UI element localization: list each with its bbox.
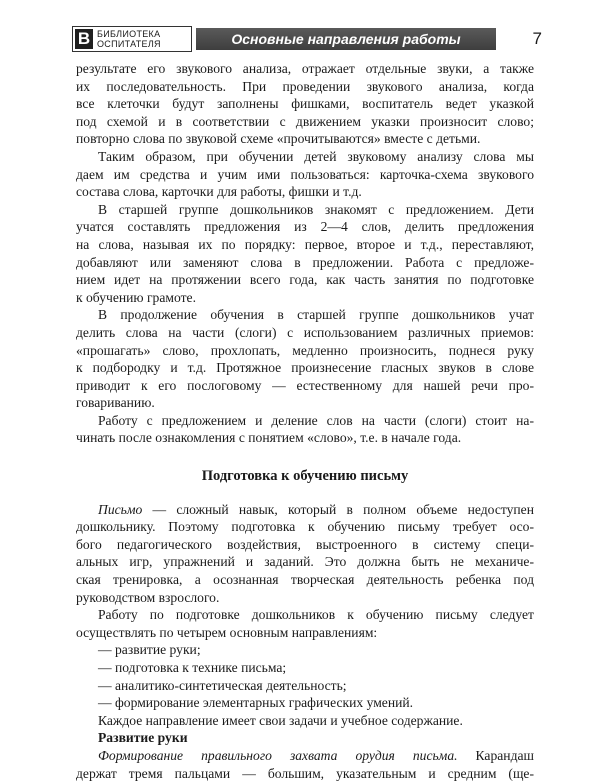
- text-span: — сложный навык, который в полном объеме недоступен: [142, 501, 534, 517]
- text-line: «прошагать» слово, прохлопать, медленно произносить, поднеся руку: [76, 342, 534, 358]
- text-line: Таким образом, при обучении детей звуковому анализу слова мы: [98, 148, 534, 164]
- text-line: на слова, называя их по порядку: первое, второе и т.д., переставляют,: [76, 236, 534, 252]
- page-header: [72, 26, 542, 54]
- text-line: под схемой и в соответствии с движением указки произносит слово;: [76, 113, 534, 129]
- italic-term: Формирование правильного захвата орудия письма.: [98, 747, 458, 763]
- list-item: — развитие руки;: [98, 642, 201, 658]
- text-line: альных игр, упражнений и заданий. Это должна быть не механиче-: [76, 554, 534, 570]
- subsection-heading: Развитие руки: [98, 730, 188, 746]
- text-line: дошкольнику. Поэтому подготовка к обучению письму требует осо-: [76, 519, 534, 535]
- text-line: добавляют или заменяют слова в предложении. Работа с предложе-: [76, 254, 534, 270]
- text-line: Работу с предложением и деление слов на части (слоги) стоит на-: [98, 412, 534, 428]
- text-line: говариванию.: [76, 395, 155, 411]
- text-line: приводит к его послоговому — естественному для нашей речи про-: [76, 377, 534, 393]
- list-item: — формирование элементарных графических умений.: [98, 695, 414, 711]
- series-name-line1: БИБЛИОТЕКА: [97, 29, 161, 39]
- section-title: Основные направления работы: [196, 28, 496, 50]
- text-line: В старшей группе дошкольников знакомят с предложением. Дети: [98, 201, 534, 217]
- text-line: к подбородку и т.д. Протяжное произнесение гласных звуков в слове: [76, 360, 534, 376]
- text-line: повторно слова по звуковой схеме «прочитываются» вместе с детьми.: [76, 131, 481, 147]
- text-line: учатся составлять предложения из 2—4 слов, делить предложения: [76, 219, 534, 235]
- text-line: Каждое направление имеет свои задачи и учебное содержание.: [98, 712, 463, 728]
- text-line: ская тренировка, а осознанная творческая деятельность ребенка под: [76, 572, 534, 588]
- series-name-line2: ОСПИТАТЕЛЯ: [97, 39, 161, 49]
- text-line: держат тремя пальцами — большим, указательным и средним (ще-: [76, 765, 534, 781]
- text-line: даем им средства и учим ими пользоваться: карточка-схема звукового: [76, 166, 534, 182]
- text-line: нием идет на протяжении всего года, как часть занятия по подготовке: [76, 272, 534, 288]
- text-line: состава слова, карточки для работы, фишки и т.д.: [76, 184, 362, 200]
- text-line: их последовательность. При проведении звукового анализа, когда: [76, 78, 534, 94]
- series-logo: [72, 26, 192, 52]
- body-text: [76, 60, 534, 782]
- page-number: 7: [532, 29, 542, 48]
- text-line: руководством взрослого.: [76, 589, 220, 605]
- text-line: все клеточки будут заполнены фишками, воспитатель ведет указкой: [76, 96, 534, 112]
- text-line: чинать после ознакомления с понятием «слово», т.е. в начале года.: [76, 430, 462, 446]
- text-span: Карандаш: [457, 747, 534, 763]
- text-line: бого педагогического воздействия, выстроенного в систему специ-: [76, 536, 534, 552]
- text-line: к обучению грамоте.: [76, 289, 196, 305]
- text-line: Работу по подготовке дошкольников к обучению письму следует: [98, 607, 534, 623]
- list-item: — подготовка к технике письма;: [98, 660, 287, 675]
- text-line: результате его звукового анализа, отражает отдельные звуки, а также: [76, 61, 534, 76]
- text-line: В продолжение обучения в старшей группе дошкольников учат: [98, 307, 534, 323]
- list-item: — аналитико-синтетическая деятельность;: [98, 677, 347, 693]
- text-line: делить слова на части (слоги) с использованием различных приемов:: [76, 324, 534, 340]
- series-letter: В: [75, 29, 93, 49]
- text-line: осуществлять по четырем основным направлениям:: [76, 624, 378, 640]
- section-heading: Подготовка к обучению письму: [201, 468, 409, 485]
- text-line: [76, 501, 534, 519]
- italic-term: Письмо: [98, 501, 143, 517]
